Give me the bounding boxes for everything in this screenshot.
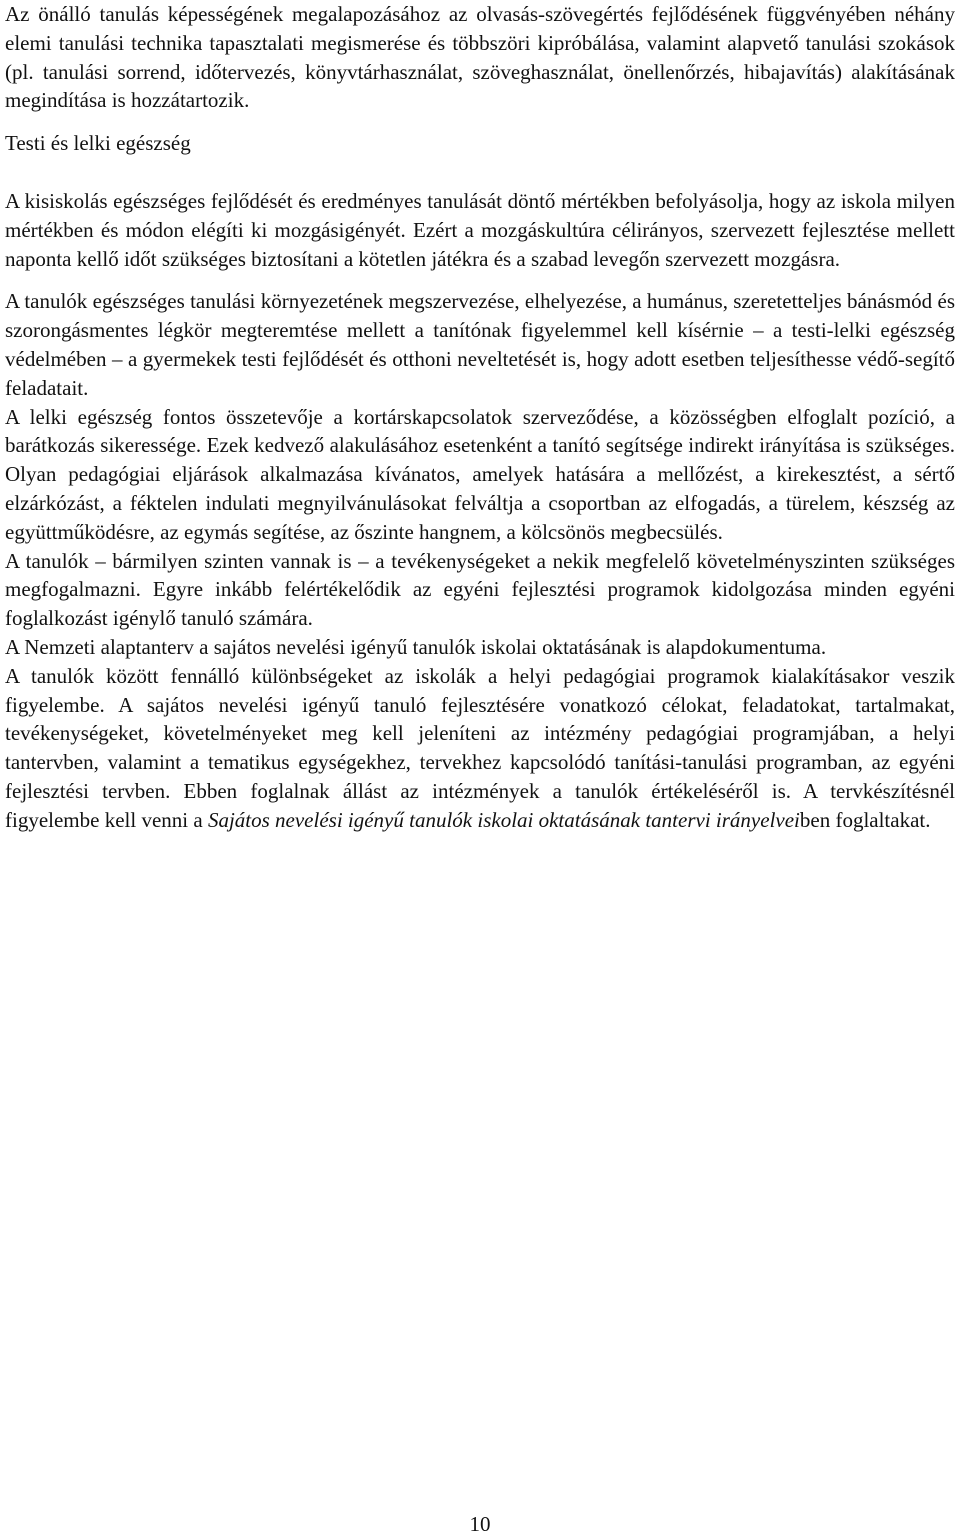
paragraph-differences-tail: ben foglaltakat. — [799, 807, 931, 832]
paragraph-differences — [5, 662, 955, 835]
paragraph-environment: A tanulók egészséges tanulási környezetének megszervezése, elhelyezése, a humánus, szeretetteljes bánásmód és szorongásmentes légkör megteremtése mellett a tanítónak figyelemmel kell kísérnie – a testi-lelki egészség védelmében – a gyermekek testi fejlődését és otthoni neveltetését is, hogy adott esetben teljesíthesse védő-segítő feladatait. — [5, 289, 955, 400]
page-number: 10 — [469, 1512, 491, 1536]
paragraph-movement: A kisiskolás egészséges fejlődését és eredményes tanulását döntő mértékben befolyásolja, hogy az iskola milyen mértékben és módon elégíti ki mozgásigényét. Ezért a mozgáskultúra célirányos, szervezett fejlesztése mellett naponta kellő időt szükséges biztosítani a kötetlen játékra és a szabad levegőn szervezett mozgásra. — [5, 188, 955, 271]
paragraph-requirements: A tanulók – bármilyen szinten vannak is – a tevékenységeket a nekik megfelelő követelményszinten szükséges megfogalmazni. Egyre inkább felértékelődik az egyéni fejlesztési programok kidolgozása minden egyéni foglalkozást igénylő tanuló számára. — [5, 548, 955, 631]
paragraph-national-curriculum: A Nemzeti alaptanterv a sajátos nevelési igényű tanulók iskolai oktatásának is alapdokumentuma. — [5, 634, 827, 659]
intro-paragraph: Az önálló tanulás képességének megalapozásához az olvasás-szövegértés fejlődésének függvényében néhány elemi tanulási technika tapasztalati megismerése és többszöri kipróbálása, valamint alapvető tanulási szokások (pl. tanulási sorrend, időtervezés, könyvtárhasználat, szöveghasználat, önellenőrzés, hibajavítás) alakításának megindítása is hozzátartozik. — [5, 2, 955, 113]
paragraph-differences-text: A tanulók között fennálló különbségeket az iskolák a helyi pedagógiai programok kialakításakor veszik figyelembe. A sajátos nevelési igényű tanuló fejlesztésére vonatkozó célokat, feladatokat, tartalmakat, tevékenységeket, követelményeket meg kell jeleníteni az intézmény pedagógiai programjában, a helyi tantervben, valamint a tematikus egységekhez, tervekhez kapcsolódó tanítási-tanulási programban, az egyéni fejlesztési tervben. Ebben foglalnak állást az intézmények a tanulók értékeléséről is. A tervkészítésnél figyelembe kell venni a — [5, 663, 955, 832]
document-page — [5, 0, 955, 835]
section-heading: Testi és lelki egészség — [5, 131, 191, 156]
paragraph-mental-health: A lelki egészség fontos összetevője a kortárskapcsolatok szerveződése, a közösségben elfoglalt pozíció, a barátkozás sikeressége. Ezek kedvező alakulásához esetenként a tanító segítsége indirekt irányítása is szükséges. Olyan pedagógiai eljárások alkalmazása kívánatos, amelyek hatására a mellőzést, a kirekesztést, a sértő elzárkózást, a féktelen indulati megnyilvánulásokat felváltja a csoportban az elfogadás, a türelem, készség az együttműködésre, az egymás segítése, az őszinte hangnem, a kölcsönös megbecsülés. — [5, 404, 955, 544]
guideline-title: Sajátos nevelési igényű tanulók iskolai oktatásának tantervi irányelvei — [207, 807, 800, 832]
